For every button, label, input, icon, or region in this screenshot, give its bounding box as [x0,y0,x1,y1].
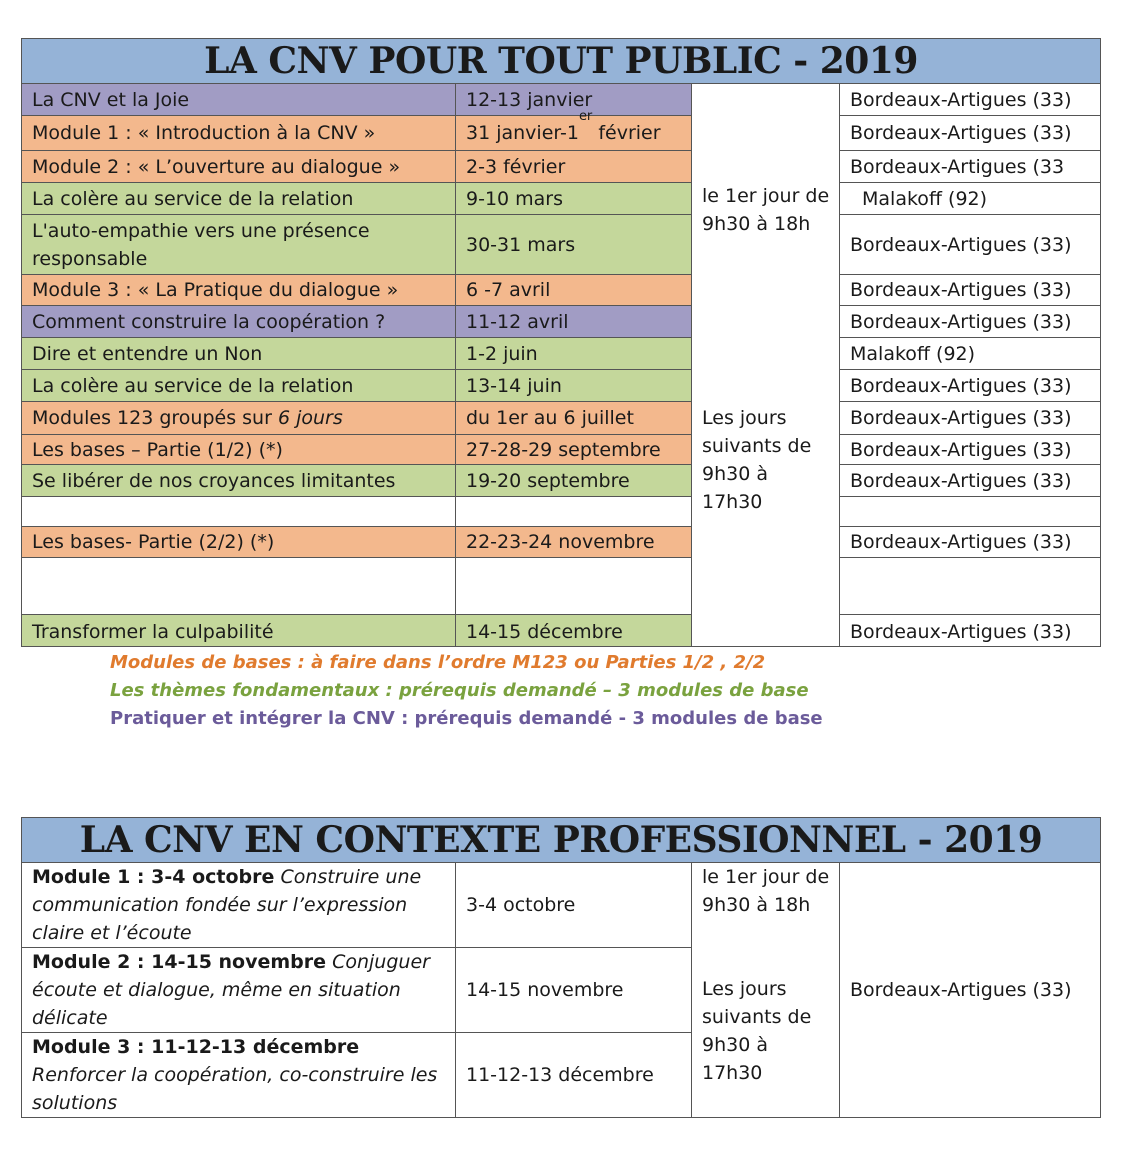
session-place: Bordeaux-Artigues (33) [840,465,1101,497]
session-place: Bordeaux-Artigues (33 [840,151,1101,183]
session-name: Les bases – Partie (1/2) (*) [22,435,456,465]
pro-module [22,1033,456,1118]
session-date [456,497,692,527]
legend-themes [110,677,809,705]
pro-module-title: Module 2 : 14-15 novembre [32,951,327,973]
public-schedule-table [21,38,1101,647]
session-date: 12-13 janvier [456,84,692,116]
pro-hours-first: le 1er jour de 9h30 à 18h [702,866,830,916]
session-date: 11-12 avril [456,306,692,338]
session-date: 14-15 décembre [456,615,692,647]
pro-date: 3-4 octobre [456,863,692,948]
session-name: Dire et entendre un Non [22,338,456,370]
date-sup: er [578,109,593,124]
session-name: L'auto-empathie vers une présence responsable [22,215,456,275]
session-date: 30-31 mars [456,215,692,275]
session-place: Bordeaux-Artigues (33) [840,306,1101,338]
legend-pratiquer-text: Pratiquer et intégrer la CNV : prérequis demandé - 3 modules de base [110,708,823,729]
pro-place: Bordeaux-Artigues (33) [840,863,1101,1118]
session-date: 2-3 février [456,151,692,183]
name-text: Modules 123 groupés sur [32,407,278,429]
pro-module-desc: Construire une communication fondée sur l’expression claire et l’écoute [32,866,422,944]
session-name: Les bases- Partie (2/2) (*) [22,527,456,558]
legend-bases [110,649,765,677]
session-place: Bordeaux-Artigues (33) [840,615,1101,647]
pro-hours-next: Les jours suivants de 9h30 à 17h30 [702,978,812,1084]
session-date: 22-23-24 novembre [456,527,692,558]
public-title: LA CNV POUR TOUT PUBLIC - 2019 [22,39,1101,84]
legend-bases-text: Modules de bases : à faire dans l’ordre M123 ou Parties 1/2 , 2/2 [110,652,766,673]
session-place: Bordeaux-Artigues (33) [840,527,1101,558]
session-place: Bordeaux-Artigues (33) [840,275,1101,306]
session-name [22,497,456,527]
session-name: Module 1 : « Introduction à la CNV » [22,116,456,151]
pro-module-desc: Conjuguer écoute et dialogue, même en situation délicate [32,951,430,1029]
session-place: Bordeaux-Artigues (33) [840,116,1101,151]
pro-module-title: Module 1 : 3-4 octobre [32,866,275,888]
session-date: 27-28-29 septembre [456,435,692,465]
session-place: Bordeaux-Artigues (33) [840,84,1101,116]
pro-module [22,948,456,1033]
session-name [22,558,456,615]
session-date: 6 -7 avril [456,275,692,306]
pro-hours-cell [692,863,840,1118]
pro-date: 14-15 novembre [456,948,692,1033]
session-name: Transformer la culpabilité [22,615,456,647]
session-name: La CNV et la Joie [22,84,456,116]
session-date [456,109,692,151]
hours-first: le 1er jour de 9h30 à 18h [702,185,830,235]
hours-next: Les jours suivants de 9h30 à 17h30 [702,407,812,513]
session-place: Bordeaux-Artigues (33) [840,435,1101,465]
session-place: Bordeaux-Artigues (33) [840,370,1101,402]
date-text: 31 janvier-1 [466,122,579,144]
legend-pratiquer [110,705,823,733]
pro-module-desc: Renforcer la coopération, co-construire les solutions [32,1064,438,1114]
pro-title: LA CNV EN CONTEXTE PROFESSIONNEL - 2019 [22,818,1101,863]
session-date: 19-20 septembre [456,465,692,497]
hours-cell [692,84,840,647]
session-place [840,558,1101,615]
session-name: Comment construire la coopération ? [22,306,456,338]
session-date [456,558,692,615]
session-name [22,402,456,435]
pro-module [22,863,456,948]
pro-schedule-table [21,817,1101,1118]
session-name: Module 3 : « La Pratique du dialogue » [22,275,456,306]
session-name: La colère au service de la relation [22,183,456,215]
name-emphasis: 6 jours [277,407,343,429]
session-place: Bordeaux-Artigues (33) [840,402,1101,435]
session-date: du 1er au 6 juillet [456,402,692,435]
session-name: Module 2 : « L’ouverture au dialogue » [22,151,456,183]
date-text: février [592,122,661,144]
session-date: 9-10 mars [456,183,692,215]
legend-themes-text: Les thèmes fondamentaux : prérequis demandé – 3 modules de base [110,680,809,701]
session-name: Se libérer de nos croyances limitantes [22,465,456,497]
session-place: Malakoff (92) [840,338,1101,370]
session-name: La colère au service de la relation [22,370,456,402]
session-place: Bordeaux-Artigues (33) [840,215,1101,275]
pro-module-title: Module 3 : 11-12-13 décembre [32,1036,360,1058]
session-date: 1-2 juin [456,338,692,370]
session-date: 13-14 juin [456,370,692,402]
session-place [840,497,1101,527]
session-place: Malakoff (92) [840,183,1101,215]
pro-date: 11-12-13 décembre [456,1033,692,1118]
